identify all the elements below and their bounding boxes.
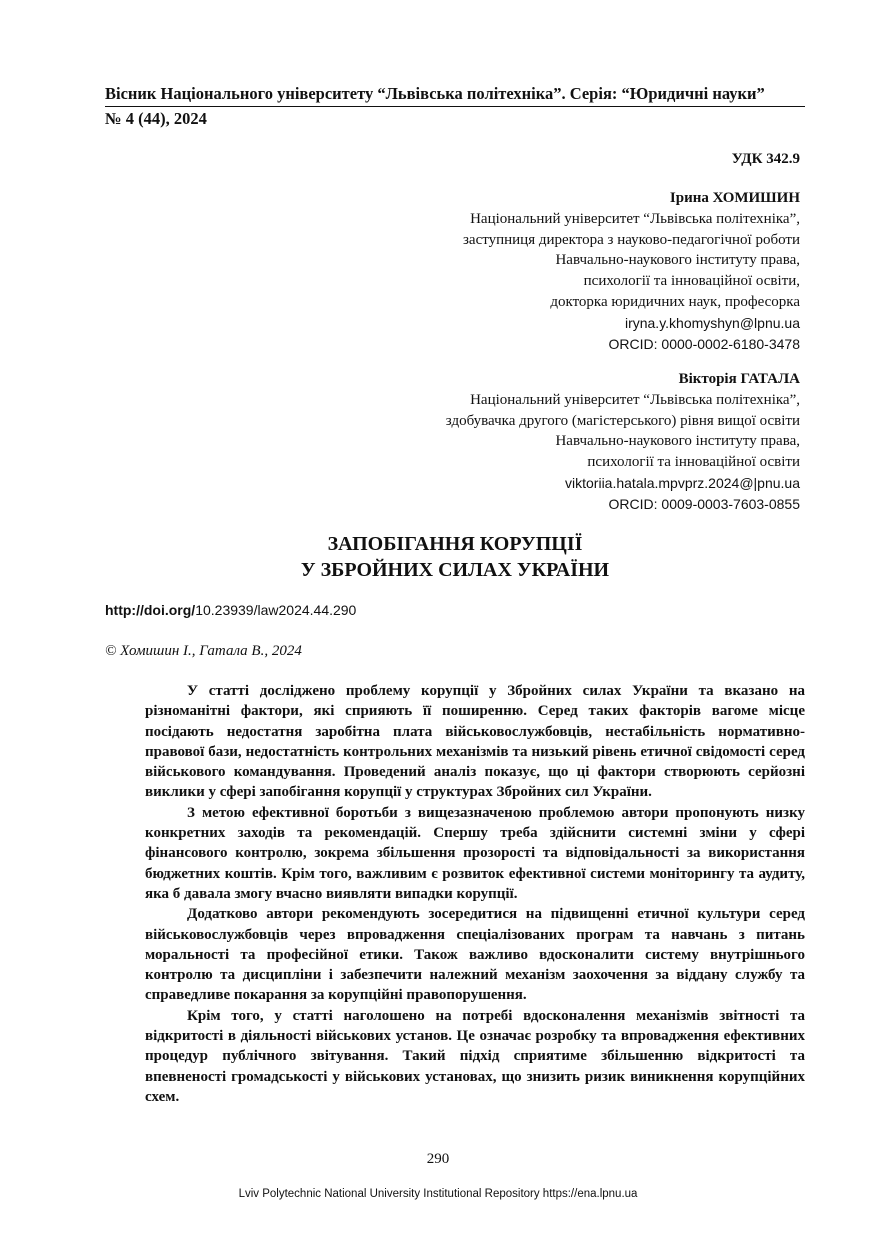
doi-id: 10.23939/law2024.44.290: [195, 602, 357, 618]
author-email[interactable]: viktoriia.hatala.mpvprz.2024@|pnu.ua: [565, 474, 800, 491]
author-email[interactable]: iryna.y.khomyshyn@lpnu.ua: [624, 314, 800, 331]
author-block-2: [280, 369, 800, 515]
author-affiliation-line: Навчально-наукового інституту права,: [555, 433, 800, 450]
doi-prefix: http://doi.org/: [105, 602, 196, 618]
abstract-paragraph: З метою ефективної боротьби з вищезазначеною проблемою автори пропонують низку конкретних заходів та рекомендацій. Спершу треба здійснити системні зміни у сфері фінансового контролю, зокрема збільшення прозорості та відповідальності за використання бюджетних коштів. Крім того, важливим є розвиток ефективної системи моніторингу та аудиту, яка б давала змогу вчасно виявляти випадки корупції.: [145, 804, 805, 902]
author-block-1: [280, 188, 800, 354]
abstract-paragraph: У статті досліджено проблему корупції у Збройних силах України та вказано на різноманітні фактори, які сприяють її поширенню. Серед таких факторів вагоме місце посідають недостатня заробітна плата військовослужбовців, нестабільність нормативно-правової бази, недостатність контрольних механізмів та низький рівень етичної свідомості серед військового командування. Проведений аналіз показує, що ці фактори створюють серйозні виклики у сфері запобігання корупції у структурах Збройних сил України.: [145, 683, 805, 801]
author-affiliation-line: Навчально-наукового інституту права,: [555, 252, 800, 269]
article-title-line-2: У ЗБРОЙНИХ СИЛАХ УКРАЇНИ: [300, 559, 610, 581]
article-title: [105, 531, 805, 583]
page-number: 290: [426, 1151, 450, 1167]
author-name: Вікторія ГАТАЛА: [678, 371, 800, 387]
author-affiliation-line: психології та інноваційної освіти: [587, 454, 800, 471]
abstract-paragraph: Додатково автори рекомендують зосередитися на підвищенні етичної культури серед військовослужбовців через впровадження спеціалізованих програм та навчань з питань моральності та професійної етики. Також важливо вдосконалити систему внутрішнього контролю та дисципліни і забезпечити належний механізм заохочення за віддану службу та справедливе покарання за корупційні правопорушення.: [145, 906, 805, 1004]
author-orcid: ORCID: 0009-0003-7603-0855: [608, 495, 800, 512]
copyright: © Хомишин І., Гатала В., 2024: [105, 643, 302, 659]
abstract-paragraph: Крім того, у статті наголошено на потребі вдосконалення механізмів звітності та відкритості в діяльності військових установ. Це означає розробку та впровадження ефективних процедур публічного звітування. Такий підхід сприятиме збільшенню відкритості та впевненості громадськості у військових установах, що знизить ризик виникнення корупційних схем.: [145, 1007, 805, 1105]
author-affiliation-line: Національний університет “Львівська політехніка”,: [470, 210, 800, 227]
journal-issue: № 4 (44), 2024: [105, 109, 207, 128]
abstract: [145, 681, 805, 1107]
author-affiliation-line: заступниця директора з науково-педагогічної роботи: [462, 231, 800, 248]
journal-title: Вісник Національного університету “Львівська політехніка”. Серія: “Юридичні науки”: [105, 84, 765, 103]
author-affiliation-line: Національний університет “Львівська політехніка”,: [470, 391, 800, 408]
author-affiliation-line: здобувачка другого (магістерського) рівня вищої освіти: [445, 412, 800, 429]
author-name: Ірина ХОМИШИН: [669, 190, 800, 206]
author-affiliation-line: докторка юридичних наук, професорка: [550, 293, 800, 310]
header-rule: [105, 106, 805, 107]
repository-footer: Lviv Polytechnic National University Institutional Repository https://ena.lpnu.ua: [238, 1188, 638, 1200]
article-title-line-1: ЗАПОБІГАННЯ КОРУПЦІЇ: [327, 533, 583, 555]
doi-link[interactable]: [105, 600, 356, 620]
author-orcid: ORCID: 0000-0002-6180-3478: [608, 335, 800, 352]
udk-code: УДК 342.9: [731, 151, 800, 167]
author-affiliation-line: психології та інноваційної освіти,: [583, 273, 800, 290]
